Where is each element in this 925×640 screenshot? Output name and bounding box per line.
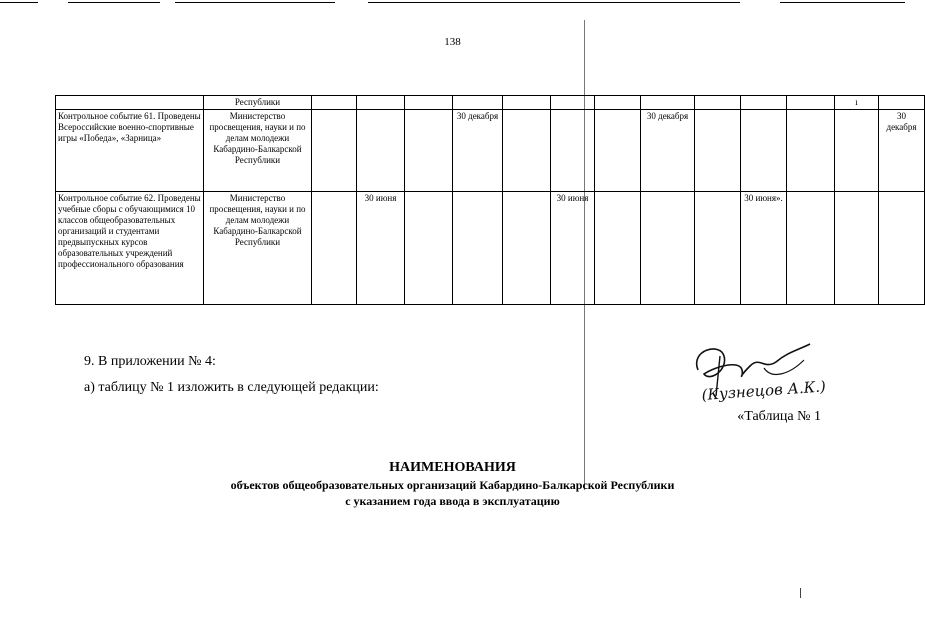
date-cell: 30 декабря: [879, 110, 925, 192]
date-cell: 30 июня».: [741, 192, 787, 305]
event-cell: Контрольное событие 61. Проведены Всероссийские военно-спортивные игры «Победа», «Зарница»: [56, 110, 204, 192]
date-cell: [595, 192, 641, 305]
paragraph-a: а) таблицу № 1 изложить в следующей редакции:: [84, 380, 379, 395]
date-cell: [741, 110, 787, 192]
date-cell: [641, 192, 695, 305]
date-cell: [879, 192, 925, 305]
date-cell: [312, 192, 357, 305]
event-cell: [56, 96, 204, 110]
table-row: [56, 192, 925, 305]
date-cell: 30 декабря: [641, 110, 695, 192]
responsible-cell: Министерство просвещения, науки и по делам молодежи Кабардино-Балкарской Республики: [204, 110, 312, 192]
date-cell: [453, 96, 503, 110]
page-number: 138: [444, 36, 461, 48]
date-cell: [453, 192, 503, 305]
date-cell: [503, 96, 551, 110]
table-label: «Таблица № 1: [737, 409, 821, 424]
date-cell: [405, 192, 453, 305]
date-cell: [787, 192, 835, 305]
date-cell: [595, 110, 641, 192]
date-cell: [787, 96, 835, 110]
responsible-cell: Республики: [204, 96, 312, 110]
event-cell: Контрольное событие 62. Проведены учебные сборы с обучающимися 10 классов общеобразовательных организаций и студентами предвыпускных курсов образовательных учреждений профессионального образования: [56, 192, 204, 305]
date-cell: 30 июня: [357, 192, 405, 305]
date-cell: [741, 96, 787, 110]
date-cell: [357, 96, 405, 110]
scan-line: [0, 2, 38, 3]
date-cell: [503, 192, 551, 305]
scan-line: [368, 2, 740, 3]
events-table: [55, 95, 925, 305]
date-cell: [695, 192, 741, 305]
heading-title: НАИМЕНОВАНИЯ: [389, 460, 516, 475]
date-cell: [312, 110, 357, 192]
table-row: [56, 96, 925, 110]
date-cell: ı: [835, 96, 879, 110]
date-cell: 30 декабря: [453, 110, 503, 192]
scan-line: [780, 2, 905, 3]
scan-line: [175, 2, 335, 3]
date-cell: [835, 192, 879, 305]
date-cell: [312, 96, 357, 110]
table-row: [56, 110, 925, 192]
paragraph-9: 9. В приложении № 4:: [84, 354, 216, 369]
date-cell: 30 июня: [551, 192, 595, 305]
date-cell: [595, 96, 641, 110]
signature-image: [680, 330, 830, 410]
date-cell: [835, 110, 879, 192]
heading-line-1: объектов общеобразовательных организаций Кабардино-Балкарской Республики: [230, 478, 675, 492]
date-cell: [879, 96, 925, 110]
date-cell: [503, 110, 551, 192]
scan-line: [68, 2, 160, 3]
date-cell: [787, 110, 835, 192]
signature-text: (Кузнецов А.К.): [701, 377, 827, 404]
responsible-cell: Министерство просвещения, науки и по делам молодежи Кабардино-Балкарской Республики: [204, 192, 312, 305]
date-cell: [405, 96, 453, 110]
scan-mark: [800, 588, 801, 598]
date-cell: [695, 110, 741, 192]
heading-line-2: с указанием года ввода в эксплуатацию: [345, 494, 560, 508]
date-cell: [641, 96, 695, 110]
date-cell: [405, 110, 453, 192]
date-cell: [551, 110, 595, 192]
date-cell: [357, 110, 405, 192]
date-cell: [551, 96, 595, 110]
date-cell: [695, 96, 741, 110]
